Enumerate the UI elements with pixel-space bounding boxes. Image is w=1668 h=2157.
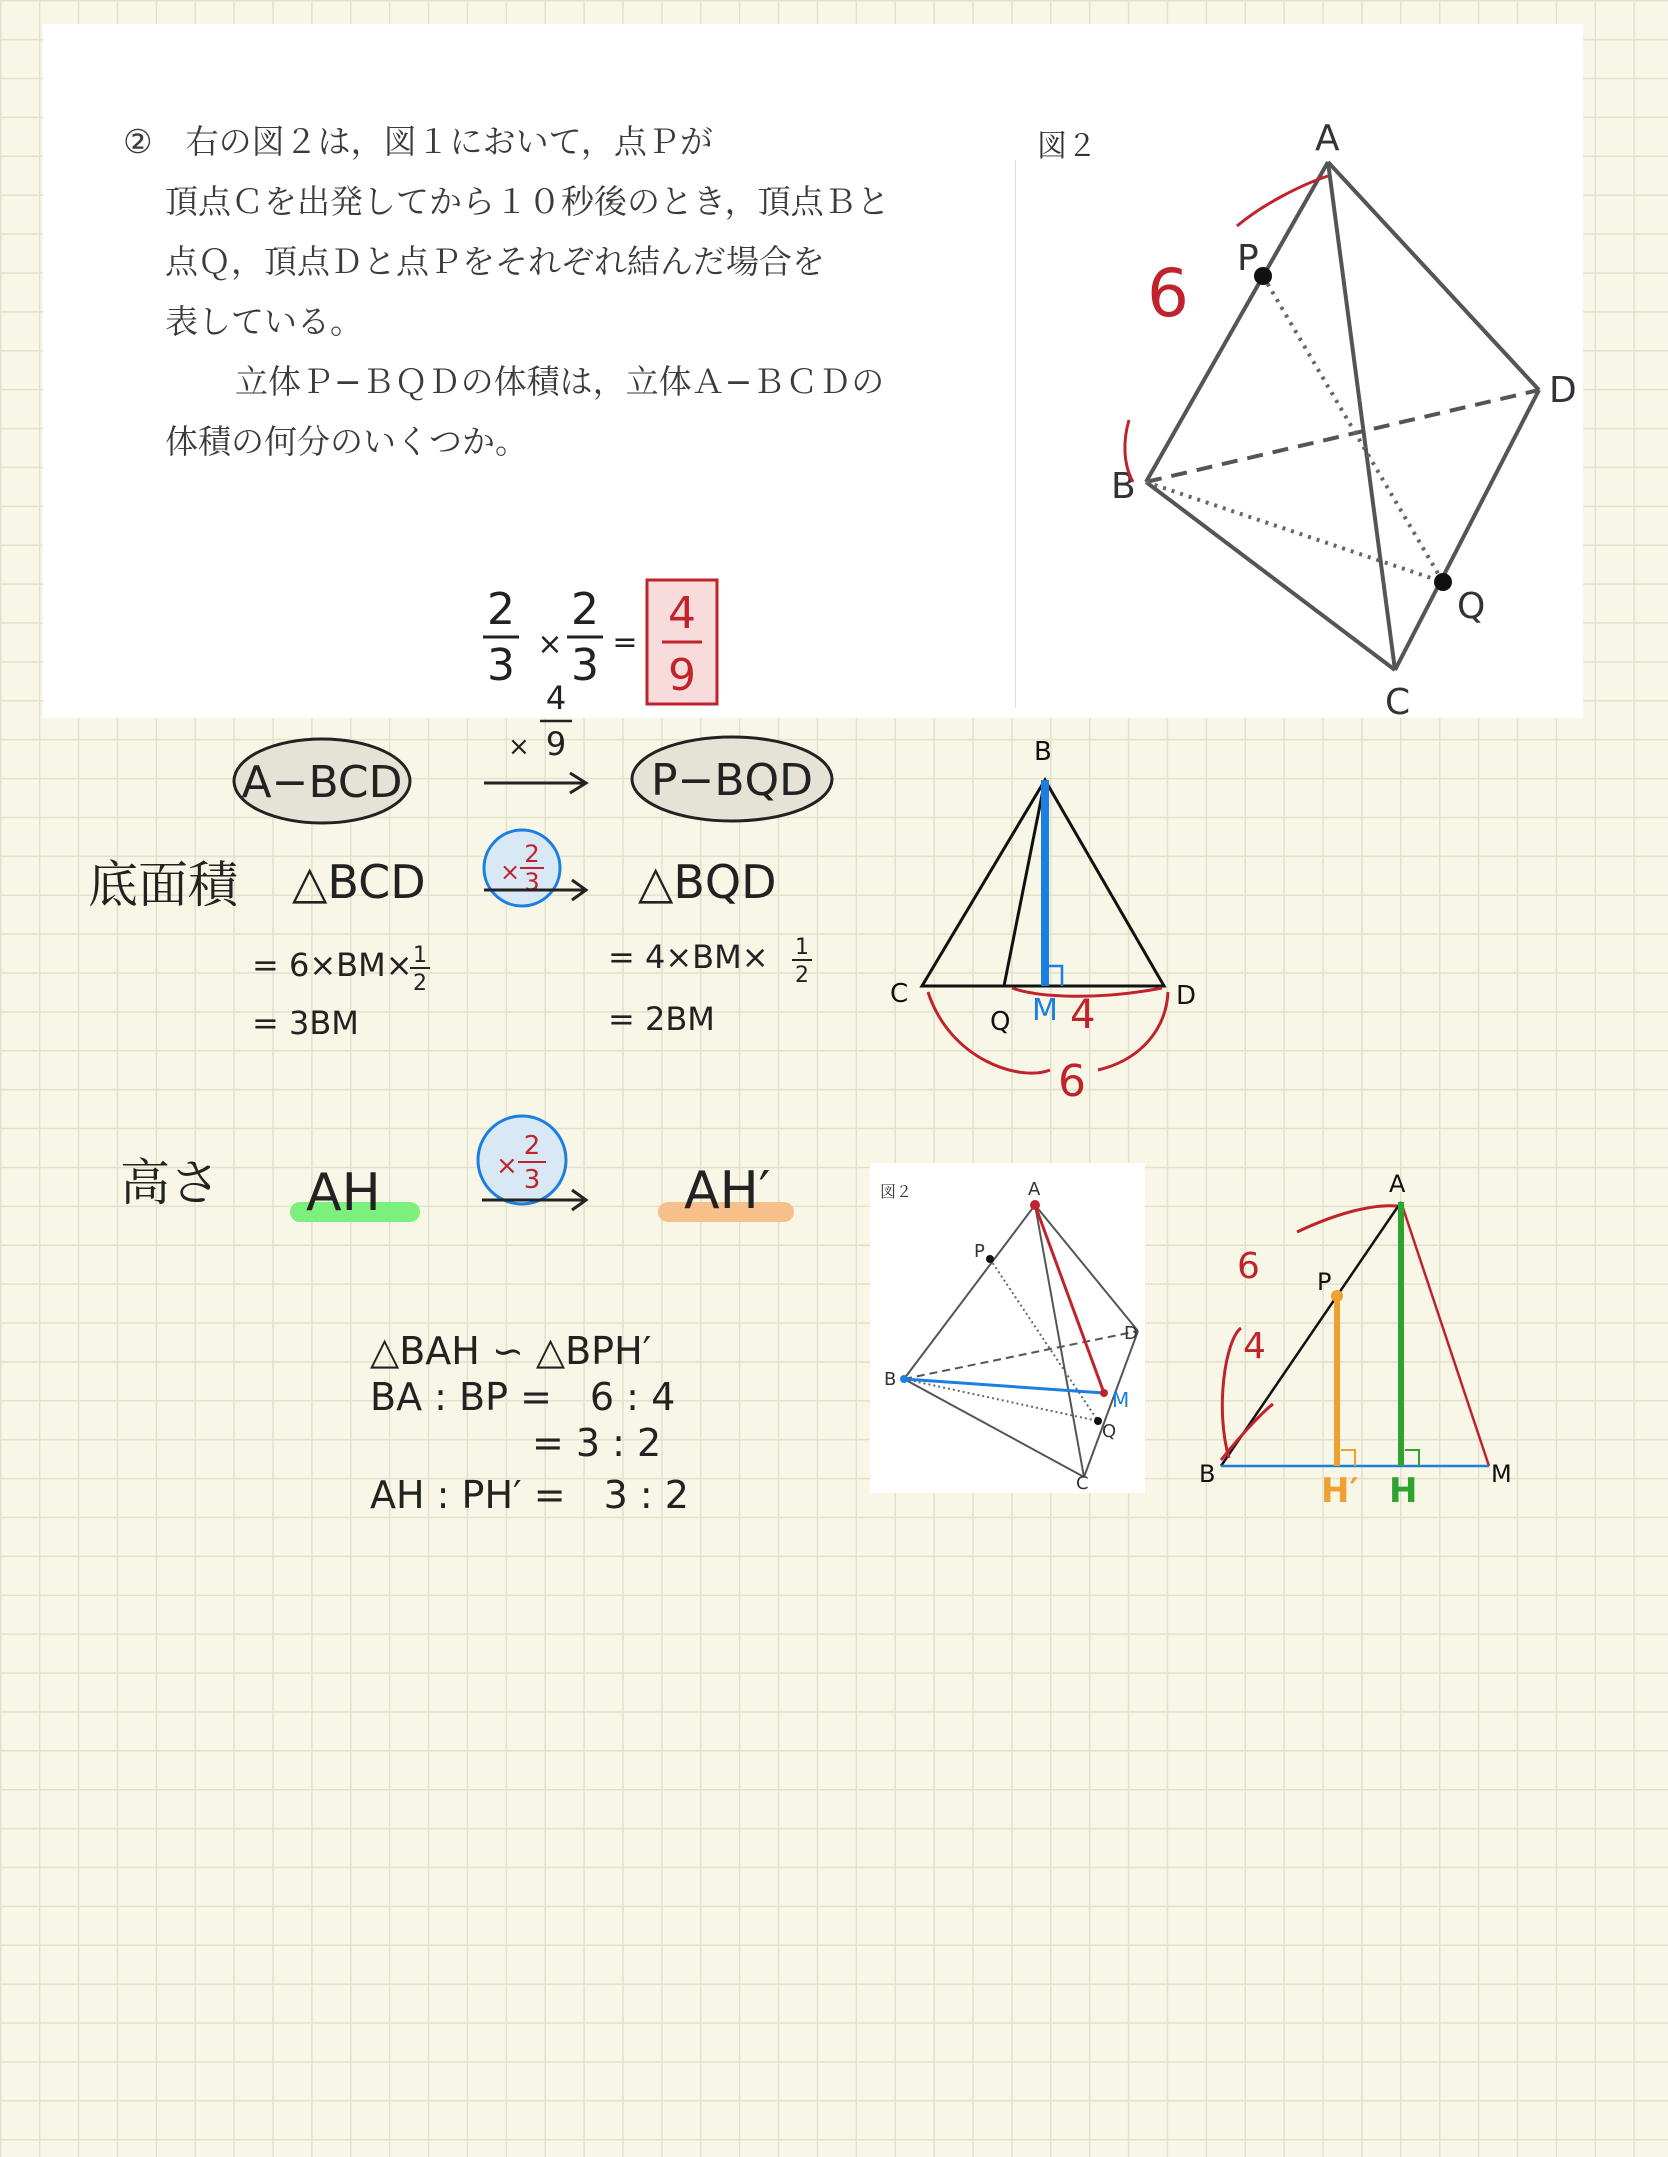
problem-card — [43, 24, 1583, 723]
annotation-six: 6 — [1147, 255, 1189, 332]
label-d: D — [1549, 370, 1577, 411]
answer-frac2-num: 2 — [571, 584, 599, 635]
similarity-line: △BAH ∽ △BPH′ — [370, 1329, 652, 1373]
small-label-d: D — [1124, 1323, 1138, 1344]
volume-to: P−BQD — [650, 755, 814, 806]
label-b: B — [1111, 466, 1136, 507]
height-from: AH — [306, 1163, 381, 1223]
problem-line: 立体Ｐ−ＢＱＤの体積は，立体Ａ−ＢＣＤの — [235, 362, 885, 401]
problem-line: ② 右の図２は，図１において，点Ｐが — [123, 122, 713, 161]
small-label-q: Q — [1102, 1421, 1117, 1442]
height-section — [110, 1110, 810, 1240]
label-b-2d: B — [1034, 737, 1052, 767]
point-p-side — [1331, 1290, 1343, 1302]
base-factor-den: 3 — [524, 868, 540, 896]
side-seg-bp: 4 — [1243, 1326, 1266, 1367]
small-label-m: M — [1112, 1388, 1130, 1412]
label-a: A — [1315, 118, 1340, 159]
base-to-half-num: 1 — [795, 935, 809, 960]
label-c: C — [1385, 682, 1411, 723]
problem-line: 頂点Ｃを出発してから１０秒後のとき，頂点Ｂと — [165, 182, 890, 221]
answer-equals: = — [612, 625, 638, 660]
triangle-bcd-diagram — [880, 730, 1220, 1110]
base-from-half-num: 1 — [413, 943, 427, 968]
side-seg-ba: 6 — [1237, 1246, 1260, 1287]
arc-cd-right — [1098, 992, 1168, 1070]
volume-from: A−BCD — [241, 757, 403, 808]
side-label-h-prime: H′ — [1321, 1471, 1359, 1511]
similarity-line: BA : BP = 6 : 4 — [370, 1375, 676, 1419]
edge-dc — [1395, 390, 1539, 670]
answer-times: × — [537, 627, 563, 662]
side-label-b: B — [1199, 1460, 1216, 1488]
edge-ad — [1328, 162, 1539, 390]
small-label-p: P — [974, 1241, 985, 1262]
small-label-a: A — [1028, 1179, 1041, 1200]
segment-bq — [1146, 482, 1443, 582]
tetrahedron-figure — [1023, 84, 1583, 724]
base-from-calc1: = 6×BM× — [252, 946, 413, 984]
problem-line: 体積の何分のいくつか。 — [165, 422, 528, 461]
side-label-h: H — [1389, 1471, 1418, 1511]
answer-result-den: 9 — [668, 650, 696, 701]
label-q-2d: Q — [990, 1007, 1011, 1037]
small-figure-label: 図２ — [880, 1182, 913, 1201]
base-from-calc2: = 3BM — [252, 1004, 359, 1042]
base-area-section — [80, 820, 850, 1060]
volume-factor-num: 4 — [545, 685, 567, 717]
similarity-line: = 3 : 2 — [532, 1421, 662, 1465]
arc-bp-tick — [1221, 1404, 1273, 1460]
answer-frac1-num: 2 — [487, 584, 515, 635]
base-to-calc1: = 4×BM× — [608, 938, 769, 976]
side-label-p: P — [1317, 1268, 1332, 1296]
segment-bq-2d — [1004, 780, 1045, 986]
volume-flow — [230, 685, 870, 835]
small-label-c: C — [1076, 1473, 1089, 1493]
problem-text — [123, 112, 983, 472]
edge-bc — [1146, 482, 1395, 670]
label-d-2d: D — [1176, 981, 1197, 1011]
small-tetrahedron-figure — [870, 1163, 1145, 1493]
height-factor-num: 2 — [523, 1131, 541, 1161]
answer-result-num: 4 — [668, 588, 696, 639]
base-area-from: △BCD — [292, 855, 426, 909]
volume-factor-prefix: × — [508, 732, 530, 762]
edge-ac — [1328, 162, 1395, 670]
side-label-a: A — [1389, 1170, 1406, 1198]
height-to: AH′ — [684, 1161, 771, 1221]
base-to-half-den: 2 — [795, 963, 809, 988]
segment-pq — [1263, 276, 1443, 582]
base-area-label: 底面積 — [88, 856, 238, 914]
label-c-2d: C — [890, 979, 909, 1009]
base-to-calc2: = 2BM — [608, 1000, 715, 1038]
figure-divider — [1015, 160, 1016, 708]
edge-bd-hidden — [1146, 390, 1539, 482]
base-from-half-den: 2 — [413, 971, 427, 996]
problem-line: 点Ｑ，頂点Ｄと点Ｐをそれぞれ結んだ場合を — [165, 242, 825, 281]
base-factor-num: 2 — [524, 840, 540, 868]
segment-am — [1401, 1202, 1489, 1466]
height-label: 高さ — [120, 1154, 220, 1212]
similarity-line: AH : PH′ = 3 : 2 — [370, 1473, 689, 1517]
small-label-b: B — [884, 1369, 897, 1390]
answer-frac1-den: 3 — [487, 640, 515, 691]
side-label-m: M — [1491, 1460, 1512, 1488]
volume-factor-den: 9 — [545, 725, 567, 763]
label-p: P — [1237, 238, 1259, 279]
label-m-2d: M — [1032, 993, 1058, 1028]
similarity-block — [370, 1328, 689, 1518]
base-area-to: △BQD — [638, 855, 777, 909]
height-factor-circle — [478, 1116, 566, 1204]
height-factor-den: 3 — [523, 1165, 541, 1195]
seg-qd-label: 4 — [1070, 992, 1096, 1038]
seg-cd-label: 6 — [1058, 1056, 1086, 1107]
triangle-bam-diagram — [1185, 1160, 1525, 1520]
base-factor-prefix: × — [500, 858, 521, 886]
answer-frac2-den: 3 — [571, 640, 599, 691]
height-factor-prefix: × — [496, 1151, 518, 1181]
figure-label: 図２ — [1037, 129, 1097, 164]
problem-line: 表している。 — [165, 302, 363, 341]
label-q: Q — [1457, 586, 1486, 627]
point-q — [1434, 573, 1452, 591]
